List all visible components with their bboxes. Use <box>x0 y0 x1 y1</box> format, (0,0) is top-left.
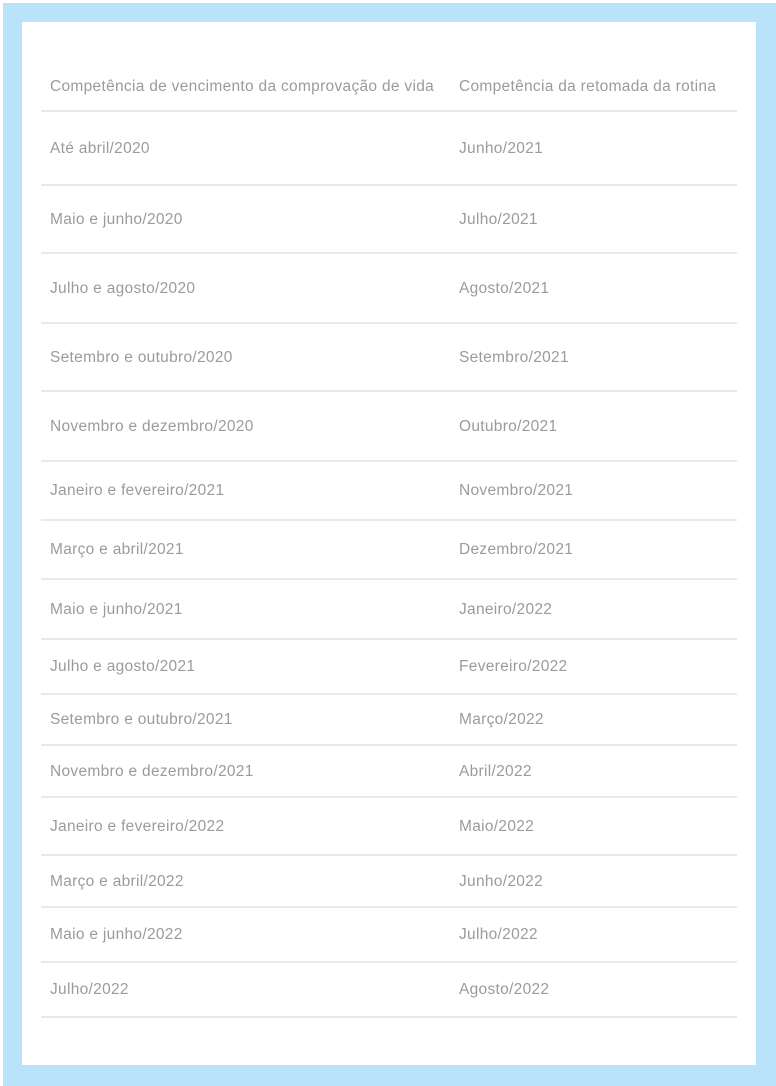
due-competency-cell: Julho/2022 <box>50 981 129 998</box>
table-body <box>41 112 737 1018</box>
due-competency-cell: Julho e agosto/2020 <box>50 279 196 297</box>
resume-competency-cell: Agosto/2022 <box>459 981 550 998</box>
resume-competency-cell: Janeiro/2022 <box>459 600 553 618</box>
table-header-row <box>41 22 737 112</box>
resume-competency-cell: Agosto/2021 <box>459 279 550 297</box>
resume-competency-cell: Maio/2022 <box>459 817 535 835</box>
table-row <box>41 462 737 521</box>
competency-table <box>41 22 737 1018</box>
resume-competency-cell: Outubro/2021 <box>459 417 558 435</box>
due-competency-cell: Setembro e outubro/2021 <box>50 711 233 728</box>
table-row <box>41 324 737 392</box>
due-competency-cell: Maio e junho/2020 <box>50 210 183 228</box>
due-competency-cell: Até abril/2020 <box>50 139 150 157</box>
table-row <box>41 640 737 695</box>
table-row <box>41 254 737 324</box>
due-competency-cell: Julho e agosto/2021 <box>50 658 196 675</box>
table-row <box>41 392 737 462</box>
due-competency-cell: Março e abril/2022 <box>50 872 184 890</box>
due-competency-cell: Maio e junho/2022 <box>50 926 183 943</box>
due-competency-cell: Novembro e dezembro/2021 <box>50 762 254 780</box>
resume-competency-cell: Abril/2022 <box>459 762 532 780</box>
resume-competency-cell: Julho/2021 <box>459 210 538 228</box>
table-row <box>41 521 737 580</box>
due-competency-cell: Janeiro e fevereiro/2021 <box>50 482 225 499</box>
table-row <box>41 963 737 1018</box>
table-row <box>41 186 737 254</box>
blue-frame <box>3 3 776 1086</box>
resume-competency-cell: Setembro/2021 <box>459 348 569 366</box>
resume-competency-cell: Junho/2022 <box>459 872 544 890</box>
table-card <box>22 22 756 1065</box>
due-competency-cell: Maio e junho/2021 <box>50 600 183 618</box>
due-competency-cell: Março e abril/2021 <box>50 541 184 558</box>
table-row <box>41 798 737 856</box>
resume-competency-cell: Fevereiro/2022 <box>459 658 568 675</box>
due-competency-cell: Janeiro e fevereiro/2022 <box>50 817 225 835</box>
resume-competency-cell: Junho/2021 <box>459 139 544 157</box>
table-row <box>41 908 737 963</box>
resume-competency-cell: Novembro/2021 <box>459 482 574 499</box>
table-row <box>41 580 737 640</box>
resume-competency-cell: Julho/2022 <box>459 926 538 943</box>
table-row <box>41 112 737 186</box>
resume-competency-cell: Março/2022 <box>459 711 544 728</box>
due-competency-cell: Setembro e outubro/2020 <box>50 348 233 366</box>
table-row <box>41 695 737 746</box>
table-row <box>41 746 737 798</box>
header-resume-competency: Competência da retomada da rotina <box>459 78 717 95</box>
header-due-competency: Competência de vencimento da comprovação de vida <box>50 78 435 95</box>
resume-competency-cell: Dezembro/2021 <box>459 541 574 558</box>
table-row <box>41 856 737 908</box>
due-competency-cell: Novembro e dezembro/2020 <box>50 417 254 435</box>
